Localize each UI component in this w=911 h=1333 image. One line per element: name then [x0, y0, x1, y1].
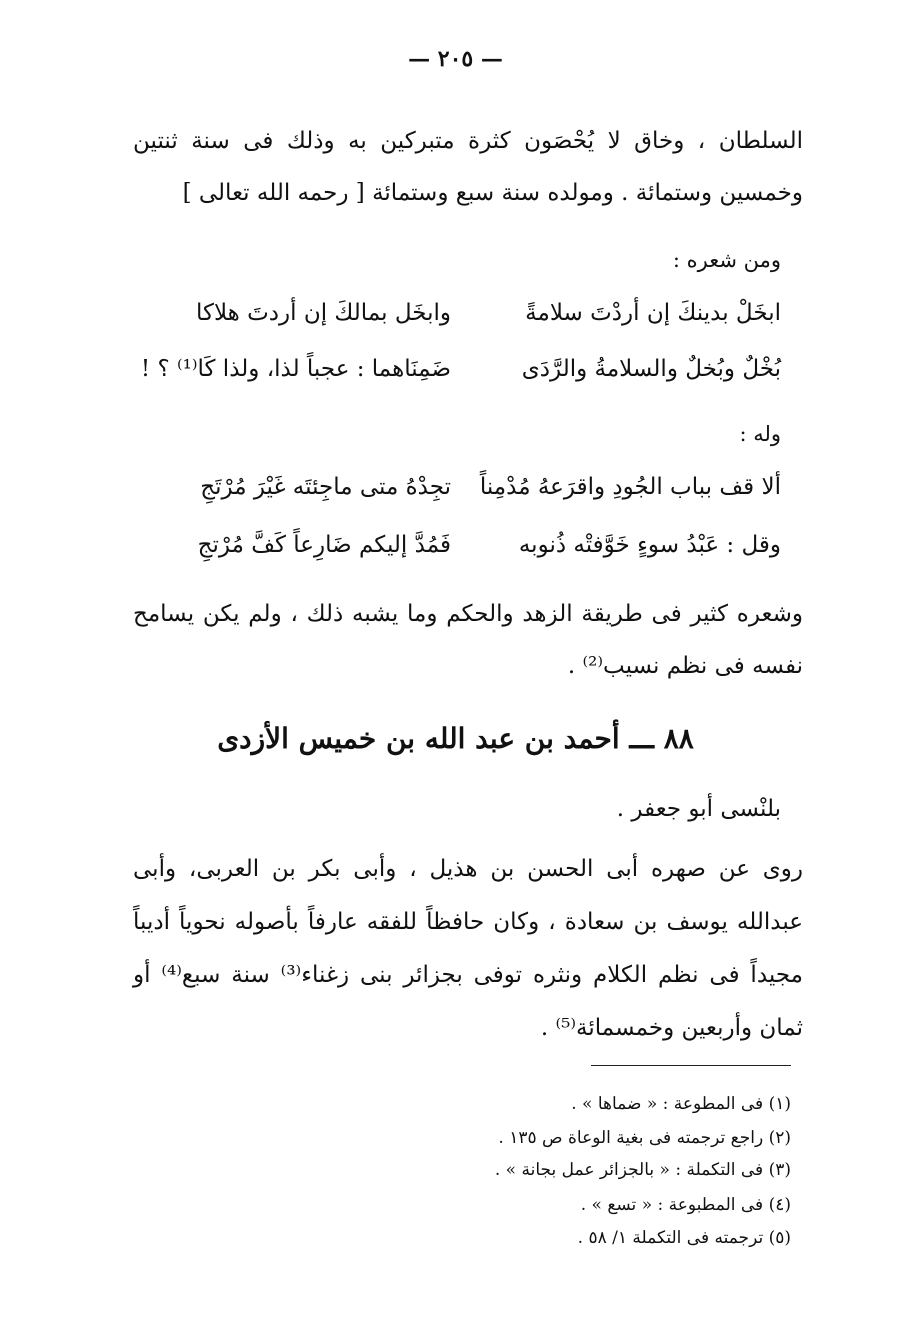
poem-1-verse-2 — [141, 356, 781, 408]
paragraph-poetry-note: وشعره كثير فى طريقة الزهد والحكم وما يشبه ذلك ، ولم يكن يسامح نفسه فى نظم نسيب⁽²⁾ . — [133, 601, 803, 679]
verse-second-hemistich: فَمُدَّ إليكم ضَارِعاً كَفَّ مُرْتجِ — [197, 532, 451, 558]
verse-first-hemistich: ألا قف بباب الجُودِ واقرَعهُ مُدْمِناً — [479, 474, 781, 500]
poem-1-verse-1 — [141, 300, 781, 352]
footnote-3: (٣) فى التكملة : « بالجزائر عمل بجانة » . — [494, 1160, 791, 1180]
poem-1-label: ومن شعره : — [672, 248, 781, 272]
verse-second-hemistich: ضَمِنَاهما : عجباً لذا، ولذا كَا⁽¹⁾ ؟ ! — [140, 356, 451, 382]
poem-2-verse-2 — [141, 532, 781, 584]
verse-second-hemistich: وابخَل بمالكَ إن أردتَ هلاكا — [196, 300, 451, 326]
footnote-4: (٤) فى المطبوعة : « تسع » . — [580, 1195, 791, 1215]
verse-first-hemistich: بُخْلٌ وبُخلٌ والسلامةُ والرَّدَى — [521, 356, 781, 382]
verse-first-hemistich: ابخَلْ بدينكَ إن أردْتَ سلامةً — [525, 300, 781, 326]
footnote-5: (٥) ترجمته فى التكملة ١/ ٥٨ . — [577, 1228, 791, 1248]
verse-first-hemistich: وقل : عَبْدُ سوءٍ خَوَّفتْه ذُنوبه — [518, 532, 781, 558]
page-number: — ٢٠٥ — — [408, 46, 503, 72]
verse-second-hemistich: تجِدْهُ متى ماجِئتَه غَيْرَ مُرْتَجِ — [200, 474, 451, 500]
poem-2-verse-1 — [141, 474, 781, 526]
entry-title: ٨٨ ـــ أحمد بن عبد الله بن خميس الأزدى — [217, 722, 694, 755]
paragraph-entry-body: روى عن صهره أبى الحسن بن هذيل ، وأبى بكر بن العربى، وأبى عبدالله يوسف بن سعادة ، وكان حافظاً للفقه عارفاً بأصوله نحوياً أديباً مجيداً فى نظم الكلام ونثره توفى بجزائر بنى زغناء⁽³⁾ سنة سبع⁽⁴⁾ أو ثمان وأربعين وخمسمائة⁽⁵⁾ . — [133, 856, 804, 1041]
footnote-2: (٢) راجع ترجمته فى بغية الوعاة ص ١٣٥ . — [498, 1128, 791, 1148]
paragraph-biography-end: السلطان ، وخاق لا يُحْصَون كثرة متبركين به وذلك فى سنة ثنتين وخمسين وستمائة . ومولده سنة سبع وستمائة [ رحمه الله تعالى ] — [133, 128, 803, 206]
poem-2-label: وله : — [739, 422, 781, 446]
footnote-divider — [591, 1065, 791, 1066]
footnote-1: (١) فى المطوعة : « ضماها » . — [571, 1094, 791, 1114]
paragraph-nisba: بلنْسى أبو جعفر . — [616, 796, 781, 822]
